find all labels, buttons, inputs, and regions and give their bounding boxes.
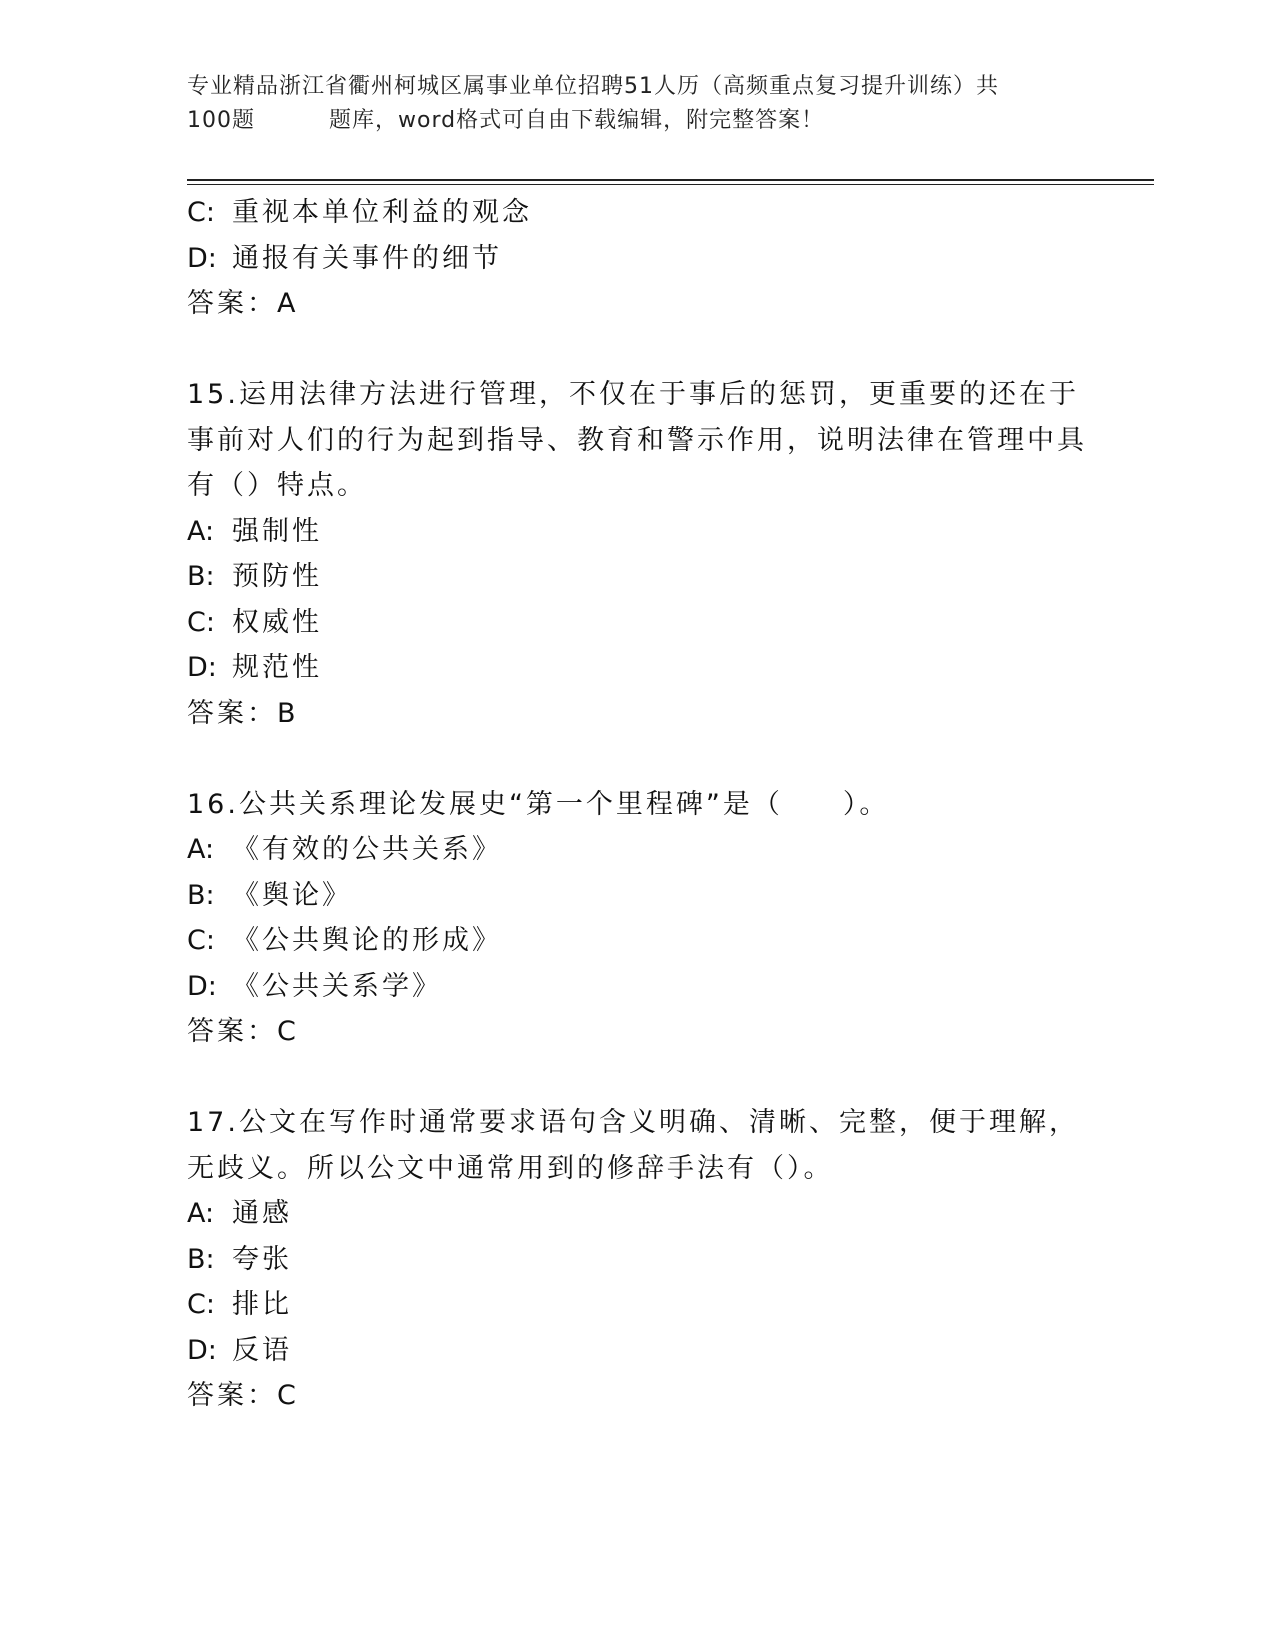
header-divider-thin (187, 184, 1154, 185)
header-question-count: 100题 (187, 108, 255, 133)
option-a (187, 827, 1087, 873)
option-label: A: (187, 515, 215, 547)
header-description: 题库，word格式可自由下载编辑，附完整答案！ (329, 108, 825, 133)
option-label: C: (187, 197, 215, 228)
option-text: 通报有关事件的细节 (232, 242, 502, 274)
question-list (187, 190, 1087, 1419)
option-text: 反语 (232, 1334, 292, 1366)
answer-line: 答案：C (187, 1016, 299, 1047)
option-b (187, 554, 1087, 600)
option-c (187, 190, 1087, 236)
option-text: 强制性 (232, 515, 322, 547)
option-d (187, 236, 1087, 282)
option-text: 规范性 (232, 652, 322, 683)
option-c (187, 1282, 1087, 1328)
option-label: A: (187, 1198, 215, 1229)
option-label: A: (187, 834, 215, 865)
option-label: D: (187, 1334, 217, 1366)
option-text: 通感 (232, 1198, 292, 1229)
option-d (187, 645, 1087, 691)
option-label: D: (187, 652, 217, 683)
option-text: 排比 (232, 1289, 292, 1320)
question-block-16 (187, 782, 1087, 1055)
option-label: D: (187, 242, 217, 274)
option-label: C: (187, 1289, 215, 1320)
option-c (187, 600, 1087, 646)
option-d (187, 964, 1087, 1010)
option-text: 重视本单位利益的观念 (232, 197, 532, 228)
option-text: 《有效的公共关系》 (232, 834, 502, 865)
question-text: 16.公共关系理论发展史“第一个里程碑”是（ ）。 (187, 788, 890, 820)
header-subtitle-line (187, 104, 1087, 138)
option-text: 夸张 (232, 1243, 292, 1275)
answer-line: 答案：B (187, 697, 299, 729)
answer-line: 答案：A (187, 288, 299, 319)
option-label: B: (187, 879, 215, 911)
option-a (187, 1191, 1087, 1237)
option-text: 《公共关系学》 (232, 970, 442, 1002)
question-block-previous (187, 190, 1087, 327)
option-label: C: (187, 925, 215, 956)
document-header (187, 70, 1087, 138)
option-text: 预防性 (232, 561, 322, 592)
option-text: 《公共舆论的形成》 (232, 925, 502, 956)
question-block-17 (187, 1100, 1087, 1419)
header-divider-thick (187, 179, 1154, 181)
question-text: 17.公文在写作时通常要求语句含义明确、清晰、完整，便于理解，无歧义。所以公文中通常用到的修辞手法有（）。 (187, 1107, 1079, 1184)
header-title-line: 专业精品浙江省衢州柯城区属事业单位招聘51人历（高频重点复习提升训练）共 (187, 74, 999, 99)
option-label: C: (187, 606, 215, 638)
question-block-15 (187, 372, 1087, 736)
option-c (187, 918, 1087, 964)
answer-line: 答案：C (187, 1380, 299, 1411)
option-label: B: (187, 1243, 215, 1275)
option-text: 权威性 (232, 606, 322, 638)
option-label: D: (187, 970, 217, 1002)
option-a (187, 509, 1087, 555)
option-b (187, 873, 1087, 919)
option-b (187, 1237, 1087, 1283)
option-label: B: (187, 561, 215, 592)
option-d (187, 1328, 1087, 1374)
option-text: 《舆论》 (232, 879, 352, 911)
question-text: 15.运用法律方法进行管理，不仅在于事后的惩罚，更重要的还在于事前对人们的行为起到指导、教育和警示作用，说明法律在管理中具有（）特点。 (187, 379, 1087, 501)
